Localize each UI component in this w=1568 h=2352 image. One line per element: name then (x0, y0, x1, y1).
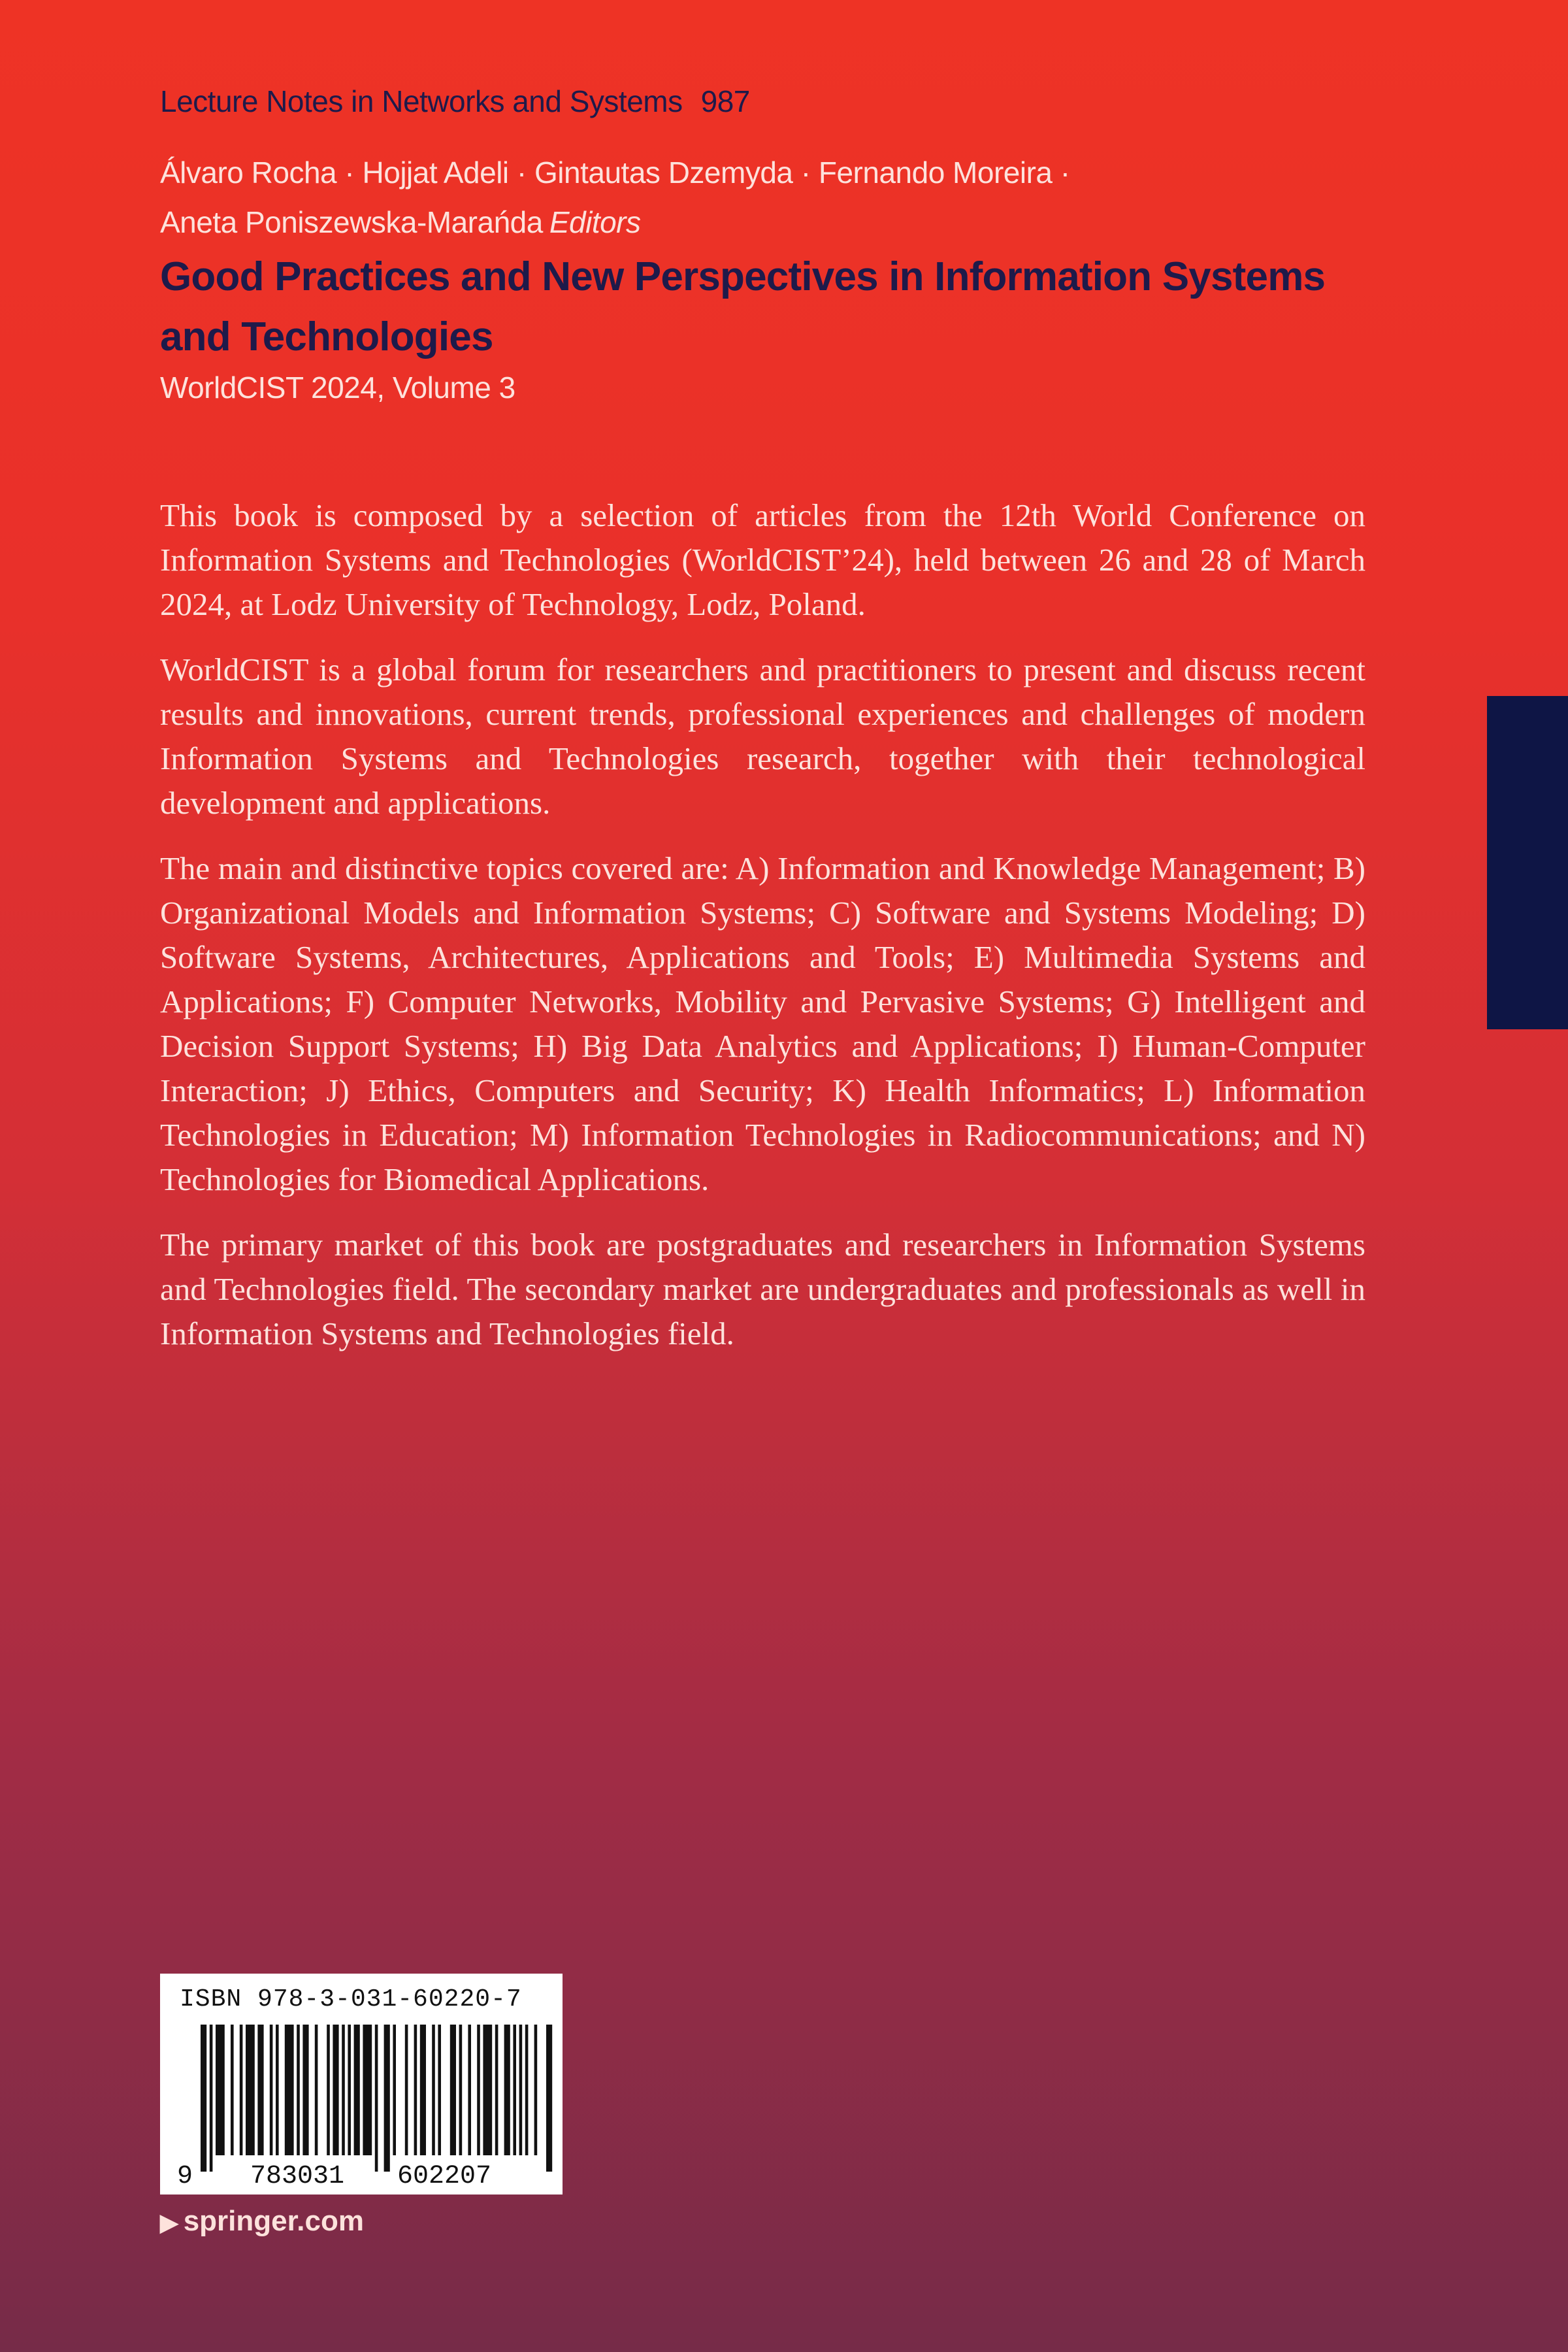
book-title: Good Practices and New Perspectives in Information Systems and Technologies (160, 254, 1326, 359)
barcode-bar (276, 2025, 279, 2155)
barcode-bar (459, 2025, 463, 2155)
barcode-bar (354, 2025, 360, 2155)
barcode-first-digit: 9 (176, 2162, 193, 2191)
barcode-bar (246, 2025, 255, 2155)
barcode-bar (450, 2025, 456, 2155)
barcode-bar (513, 2025, 516, 2155)
editors-line-2: Aneta Poniszewska-Marańda (160, 205, 543, 239)
barcode-bar (285, 2025, 294, 2155)
barcode-bar (477, 2025, 480, 2155)
series-name: Lecture Notes in Networks and Systems (160, 84, 683, 118)
barcode-bar (240, 2025, 243, 2155)
book-subtitle: WorldCIST 2024, Volume 3 (160, 371, 515, 405)
barcode-bar (504, 2025, 510, 2155)
barcode-bar (315, 2025, 318, 2155)
barcode-bar (342, 2025, 345, 2155)
barcode-bar (231, 2025, 234, 2155)
barcode-left-digits: 783031 (250, 2162, 345, 2191)
barcode-box (160, 1974, 563, 2195)
triangle-right-icon: ▶ (160, 2209, 178, 2236)
barcode-right-digits: 602207 (397, 2162, 492, 2191)
barcode-bar (210, 2025, 213, 2172)
barcode-bar (201, 2025, 206, 2172)
barcode-bar (519, 2025, 523, 2155)
description-paragraph-2: WorldCIST is a global forum for researchers and practitioners to present and discuss recent results and innovations, current trends, professional experiences and challenges of modern Information Systems and Technologies research, together with their technological development and applications. (160, 652, 1365, 821)
series-number: 987 (700, 84, 750, 118)
barcode-bar (348, 2025, 351, 2155)
description-paragraph-4: The primary market of this book are postgraduates and researchers in Information Systems and Technologies field. The secondary market are undergraduates and professionals as well in Information Systems and Technologies field. (160, 1227, 1365, 1351)
description-paragraph-3: The main and distinctive topics covered are: A) Information and Knowledge Management; B) Organizational Models and Information Systems; C) Software and Systems Modeling; D) Software Systems, Architectures, Applications and Tools; E) Multimedia Systems and Applications; F) Computer Networks, Mobility and Pervasive Systems; G) Intelligent and Decision Support Systems; H) Big Data Analytics and Applications; I) Human-Computer Interaction; J) Ethics, Computers and Security; K) Health Informatics; L) Information Technologies in Education; M) Information Technologies in Radiocommunications; and N) Technologies for Biomedical Applications. (160, 850, 1365, 1197)
barcode-bar (405, 2025, 408, 2155)
barcode-bar (327, 2025, 330, 2155)
barcode-bar (384, 2025, 390, 2172)
barcode-bar (432, 2025, 435, 2155)
spine-tab (1487, 696, 1568, 1029)
series-line (160, 84, 750, 119)
editors-line-1: Álvaro Rocha · Hojjat Adeli · Gintautas Dzemyda · Fernando Moreira · (160, 156, 1070, 190)
barcode-bars (201, 2025, 552, 2172)
barcode-bar (270, 2025, 273, 2155)
barcode-bar (483, 2025, 492, 2155)
barcode-bar (525, 2025, 529, 2155)
publisher-url: springer.com (183, 2205, 364, 2237)
description-paragraph-1: This book is composed by a selection of articles from the 12th World Conference on Information Systems and Technologies (WorldCIST’24), held between 26 and 28 of March 2024, at Lodz University of Technology, Lodz, Poland. (160, 497, 1365, 622)
barcode-graphic (160, 1974, 563, 2195)
description-block (160, 493, 1365, 1377)
barcode-bar (257, 2025, 263, 2155)
barcode-bar (363, 2025, 372, 2155)
barcode-bar (414, 2025, 417, 2155)
barcode-bar (333, 2025, 338, 2155)
barcode-bar (546, 2025, 552, 2172)
barcode-bar (468, 2025, 471, 2155)
editors-role: Editors (549, 205, 641, 239)
editors-block (160, 148, 1401, 247)
barcode-bar (302, 2025, 308, 2155)
barcode-bar (216, 2025, 225, 2155)
barcode-bar (297, 2025, 300, 2155)
publisher-link[interactable] (160, 2205, 364, 2238)
barcode-bar (375, 2025, 378, 2172)
barcode-bar (438, 2025, 441, 2155)
barcode-bar (420, 2025, 426, 2155)
barcode-bar (534, 2025, 538, 2155)
barcode-bar (495, 2025, 498, 2155)
barcode-bar (393, 2025, 396, 2155)
editors-line-2-wrap (160, 197, 1401, 247)
isbn-label: ISBN 978-3-031-60220-7 (180, 1985, 522, 2013)
